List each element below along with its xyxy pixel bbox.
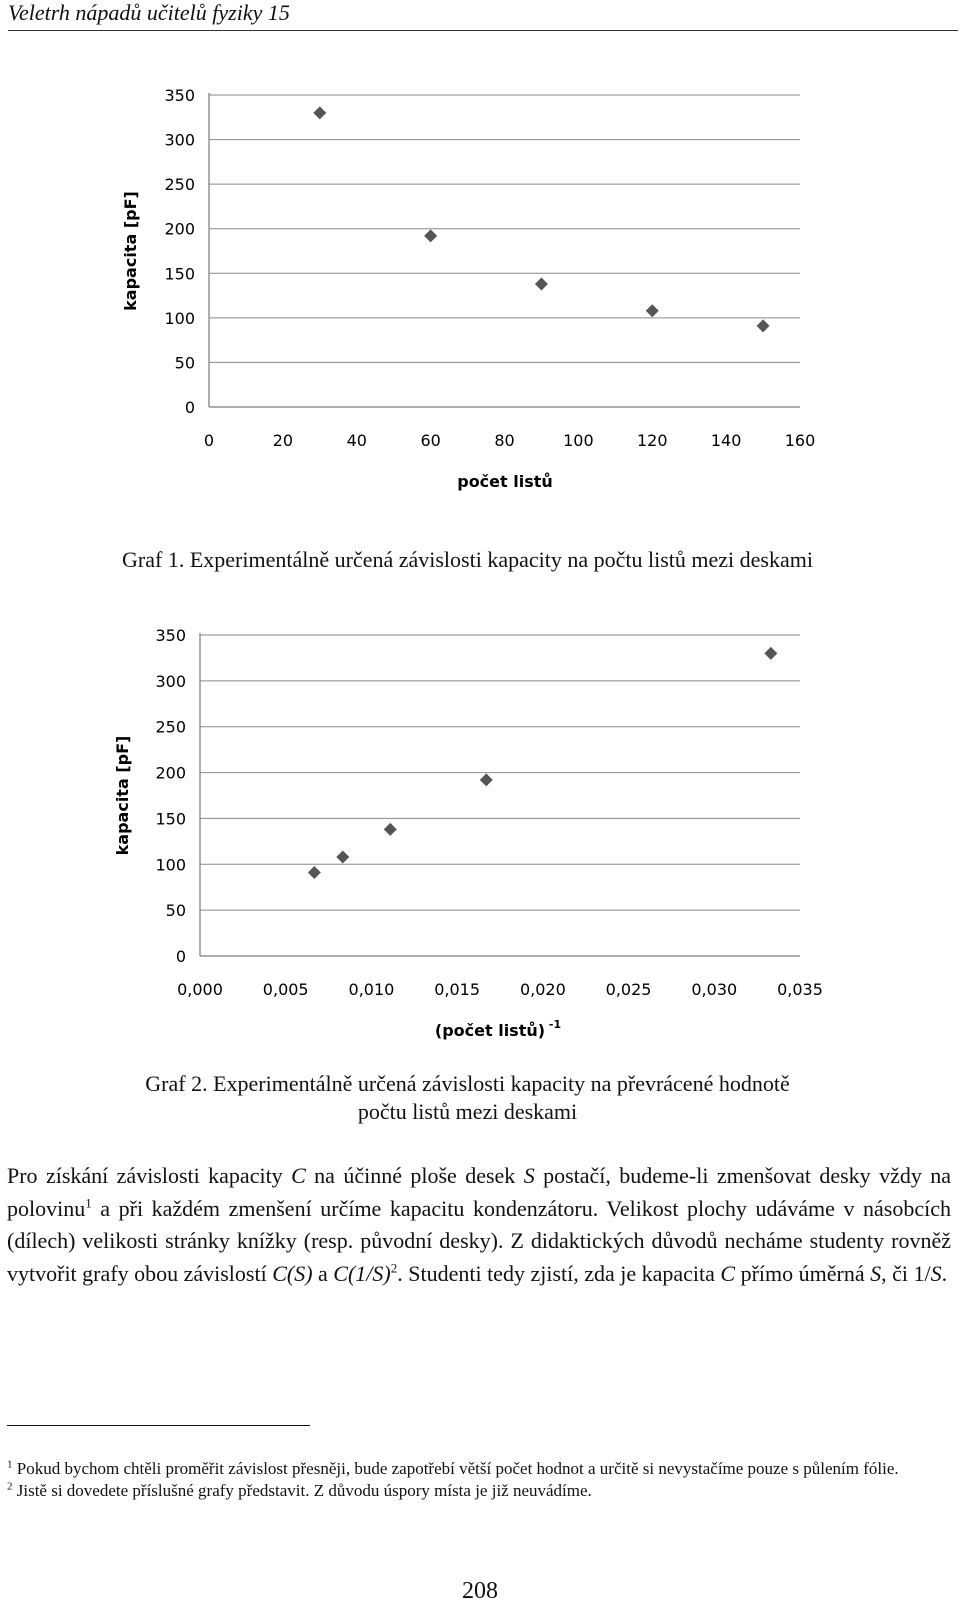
footnote-2 xyxy=(7,1480,953,1502)
y-axis-title: kapacita [pF] xyxy=(113,735,132,856)
x-tick-label: 100 xyxy=(563,431,594,450)
data-point xyxy=(384,823,397,836)
data-point xyxy=(646,304,659,317)
data-point xyxy=(757,319,770,332)
y-tick-label: 0 xyxy=(175,947,186,966)
footnote-ref-1: 1 xyxy=(85,1195,92,1211)
data-point xyxy=(308,866,321,879)
x-tick-label: 0 xyxy=(203,431,215,450)
y-tick-label: 200 xyxy=(155,763,186,783)
y-tick-label: 50 xyxy=(174,353,195,373)
x-tick-label: 0,015 xyxy=(434,980,481,999)
symbol-c: C xyxy=(291,1163,306,1188)
y-tick-label: 200 xyxy=(164,219,195,239)
body-text-run: postačí, budeme-li zmenšovat desky vždy na polovinu xyxy=(7,1163,951,1221)
caption-graf-2-line-1: Graf 2. Experimentálně určená závislosti kapacity na převrácené hodnotě xyxy=(145,1071,790,1096)
running-header xyxy=(8,0,958,31)
math-c-of-s: C(S) xyxy=(272,1260,313,1286)
symbol-c: C xyxy=(720,1260,736,1286)
x-tick-label: 0,035 xyxy=(777,980,823,999)
y-tick-label: 100 xyxy=(155,855,186,875)
footnote-1-text: Pokud bychom chtěli proměřit závislost přesněji, bude zapotřebí větší počet hodnot a určitě si nevystačíme pouze s půlením fólie. xyxy=(12,1459,899,1478)
data-point xyxy=(764,647,777,660)
y-tick-label: 100 xyxy=(164,308,195,328)
footnote-ref-2: 2 xyxy=(390,1260,398,1276)
chart-capacity-vs-sheets xyxy=(0,60,960,580)
body-text-run: na účinné ploše desek xyxy=(305,1163,524,1188)
x-axis-title: počet listů xyxy=(457,472,553,491)
header-title: Veletrh nápadů učitelů fyziky 15 xyxy=(8,0,290,25)
caption-graf-1 xyxy=(0,546,935,574)
y-tick-label: 300 xyxy=(164,130,195,150)
body-text-run: přímo úměrná xyxy=(735,1260,871,1286)
x-tick-label: 0,030 xyxy=(691,980,738,999)
x-tick-label: 140 xyxy=(710,431,742,450)
y-tick-label: 250 xyxy=(164,175,195,195)
y-tick-label: 150 xyxy=(164,264,195,284)
x-tick-label: 0,005 xyxy=(262,980,309,999)
y-tick-label: 50 xyxy=(165,901,186,921)
x-tick-label: 0,010 xyxy=(348,980,395,999)
x-tick-label: 120 xyxy=(636,431,668,450)
footnote-2-number: 2 xyxy=(7,1480,13,1493)
footnote-divider xyxy=(7,1425,310,1426)
body-text-run: . Studenti tedy zjistí, zda je kapacita xyxy=(397,1260,721,1286)
data-point xyxy=(424,229,437,242)
symbol-s: S xyxy=(523,1163,535,1188)
y-tick-label: 150 xyxy=(155,809,186,829)
symbol-s: S xyxy=(930,1260,942,1286)
footnote-2-text: Jistě si dovedete příslušné grafy představit. Z důvodu úspory místa je již neuvádíme. xyxy=(12,1481,592,1500)
caption-graf-2 xyxy=(0,1070,935,1126)
caption-graf-1-text: Graf 1. Experimentálně určená závislosti kapacity na počtu listů mezi deskami xyxy=(122,547,813,572)
x-tick-label: 160 xyxy=(784,431,816,450)
symbol-s: S xyxy=(870,1260,882,1286)
y-axis-title: kapacita [pF] xyxy=(121,191,140,311)
data-point xyxy=(480,773,493,786)
x-tick-label: 40 xyxy=(346,431,367,450)
x-tick-label: 0,025 xyxy=(605,980,652,999)
y-tick-label: 300 xyxy=(155,671,186,691)
body-text-run: a při každém zmenšení určíme kapacitu kondenzátoru. Velikost plochy udáváme v násobcích (dílech) velikosti stránky knížky (resp. původní desky). Z didaktických důvodů necháme studenty rovněž vytvořit grafy obou závislostí xyxy=(7,1195,951,1286)
data-point xyxy=(535,277,548,290)
chart-capacity-vs-inverse-sheets xyxy=(0,610,960,1050)
y-tick-label: 0 xyxy=(184,398,195,417)
data-point xyxy=(336,850,349,863)
x-tick-label: 0,000 xyxy=(177,980,223,999)
y-tick-label: 350 xyxy=(155,626,186,645)
x-axis-title-exponent: -1 xyxy=(545,1018,562,1031)
body-text-run: Pro získání závislosti kapacity xyxy=(7,1163,292,1188)
body-paragraph xyxy=(7,1160,951,1290)
footnotes xyxy=(7,1458,953,1502)
body-text-run: . xyxy=(941,1260,948,1286)
x-tick-label: 60 xyxy=(420,431,441,450)
x-axis-title: (počet listů) $^{-1}$ xyxy=(434,1018,562,1040)
x-tick-label: 0,020 xyxy=(519,980,566,999)
math-c-of-inverse-s: C(1/S) xyxy=(333,1260,391,1286)
page-number: 208 xyxy=(462,1578,498,1604)
x-tick-label: 80 xyxy=(494,431,515,450)
footnote-1 xyxy=(7,1458,953,1480)
caption-graf-2-line-2: počtu listů mezi deskami xyxy=(357,1099,578,1124)
body-text-run: , či 1/ xyxy=(881,1260,931,1286)
body-text-run: a xyxy=(312,1260,334,1286)
y-tick-label: 350 xyxy=(164,86,195,105)
footnote-1-number: 1 xyxy=(7,1458,13,1471)
y-tick-label: 250 xyxy=(155,717,186,737)
x-tick-label: 20 xyxy=(272,431,294,450)
data-point xyxy=(313,106,326,119)
